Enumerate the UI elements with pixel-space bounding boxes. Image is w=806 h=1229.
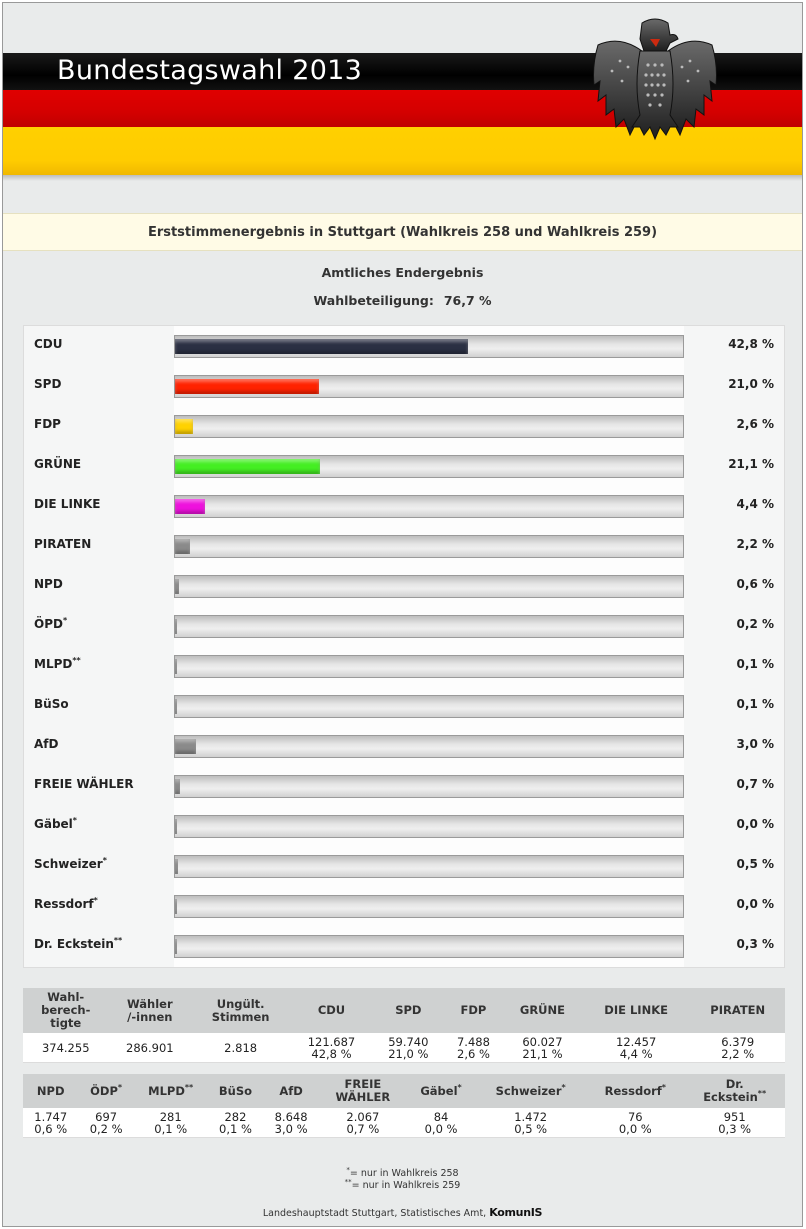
turnout-line [3,293,802,308]
table-row [23,1108,785,1138]
column-header: FREIE WÄHLER [319,1074,407,1108]
table-cell: 2.818 [191,1033,290,1063]
bar-value-label: 0,3 % [736,937,774,951]
bar-value-label: 0,7 % [736,777,774,791]
chart-row-fdp [24,406,784,446]
bar-label: SPD [34,377,62,391]
bar-label: Dr. Eckstein** [34,936,123,951]
chart-row-npd [24,566,784,606]
footnote-marker: ** [344,1177,352,1186]
bar-mlpd [175,659,177,674]
bar-value-label: 0,0 % [736,897,774,911]
column-header: DIE LINKE [582,988,691,1033]
footnote-marker: ** [113,936,123,945]
chart-row-schweizer [24,846,784,886]
turnout-label: Wahlbeteiligung: [313,293,434,308]
column-header: MLPD** [134,1074,208,1108]
bar-track [174,575,684,598]
table-header-row [23,1074,785,1108]
bar-track [174,655,684,678]
chart-row-mlpd [24,646,784,686]
chart-row-afd [24,726,784,766]
footnote-marker: ** [72,656,81,665]
bar-npd [175,579,179,594]
column-header: AfD [263,1074,318,1108]
chart-row-die-linke [24,486,784,526]
result-title: Amtliches Endergebnis [321,265,484,280]
election-banner [3,3,802,181]
bar-value-label: 0,1 % [736,657,774,671]
footnote-marker: * [661,1082,666,1092]
bar-value-label: 0,6 % [736,577,774,591]
table-cell: 1.472 0,5 % [475,1108,586,1138]
table-cell: 951 0,3 % [684,1108,785,1138]
bar-label: Gäbel* [34,816,77,831]
bar-track [174,615,684,638]
column-header: FDP [444,988,503,1033]
komunis-logo: KomunIS [489,1206,543,1219]
bar-track [174,775,684,798]
footnote-line: **= nur in Wahlkreis 259 [344,1177,461,1191]
table-cell: 121.687 42,8 % [290,1033,373,1063]
bar-grüne [175,459,320,474]
footnotes [3,1165,802,1192]
chart-row-öpd [24,606,784,646]
table-cell: 282 0,1 % [208,1108,264,1138]
bar-label: NPD [34,577,63,591]
column-header: Ressdorf* [586,1074,684,1108]
column-header: SPD [373,988,444,1033]
bar-value-label: 0,0 % [736,817,774,831]
column-header: Wahl- berech- tigte [23,988,108,1033]
bar-track [174,935,684,958]
table-header-row [23,988,785,1033]
bar-label: FDP [34,417,61,431]
table-cell: 374.255 [23,1033,108,1063]
footnote-marker: * [102,856,107,865]
footnote-marker: * [62,616,68,625]
turnout-value: 76,7 % [443,293,492,308]
table-cell: 84 0,0 % [407,1108,475,1138]
bar-öpd [175,619,177,634]
table-cell: 281 0,1 % [134,1108,208,1138]
footnote-marker: * [72,816,77,825]
first-vote-bar-chart [23,325,785,968]
bar-track [174,495,684,518]
source-credit [3,1206,802,1219]
bar-track [174,895,684,918]
column-header: BüSo [208,1074,264,1108]
page-subtitle: Erststimmenergebnis in Stuttgart (Wahlkreis 258 und Wahlkreis 259) [3,213,802,251]
bar-track [174,735,684,758]
footnote-marker: * [346,1165,350,1174]
bar-label: AfD [34,737,59,751]
bar-value-label: 0,2 % [736,617,774,631]
bar-track [174,855,684,878]
bar-afd [175,739,196,754]
bar-label: CDU [34,337,63,351]
column-header: ÖDP* [78,1074,133,1108]
footnote-marker: * [457,1082,462,1092]
bar-dr-eckstein [175,939,177,954]
bar-track [174,695,684,718]
bar-value-label: 2,6 % [736,417,774,431]
chart-row-dr-eckstein [24,926,784,966]
chart-row-freie-wähler [24,766,784,806]
chart-row-spd [24,366,784,406]
footnote-marker: ** [184,1082,194,1092]
table-cell: 1.747 0,6 % [23,1108,78,1138]
column-header: Schweizer* [475,1074,586,1108]
chart-row-gäbel [24,806,784,846]
bar-fdp [175,419,193,434]
bar-büso [175,699,177,714]
federal-eagle-icon [590,15,720,167]
bar-label: GRÜNE [34,457,82,471]
table-cell: 12.457 4,4 % [582,1033,691,1063]
bar-track [174,815,684,838]
bar-value-label: 0,5 % [736,857,774,871]
table-cell: 286.901 [108,1033,191,1063]
bar-label: PIRATEN [34,537,92,551]
bar-value-label: 2,2 % [736,537,774,551]
bar-gäbel [175,819,177,834]
bar-value-label: 0,1 % [736,697,774,711]
table-cell: 8.648 3,0 % [263,1108,318,1138]
bar-piraten [175,539,190,554]
footnote-marker: * [93,896,98,905]
bar-value-label: 42,8 % [728,337,774,351]
summary-table-2 [23,1074,785,1138]
bar-value-label: 3,0 % [736,737,774,751]
bar-freie-wähler [175,779,180,794]
chart-row-büso [24,686,784,726]
bar-spd [175,379,319,394]
footnote-marker: * [117,1082,123,1092]
table-cell: 60.027 21,1 % [503,1033,582,1063]
column-header: Dr. Eckstein** [684,1074,785,1108]
bar-track [174,335,684,358]
column-header: GRÜNE [503,988,582,1033]
bar-label: FREIE WÄHLER [34,777,134,791]
column-header: PIRATEN [690,988,785,1033]
bar-value-label: 21,0 % [728,377,774,391]
bar-label: Ressdorf* [34,896,98,911]
table-row [23,1033,785,1063]
bar-label: MLPD** [34,656,81,671]
bar-schweizer [175,859,178,874]
table-cell: 2.067 0,7 % [319,1108,407,1138]
credit-text: Landeshauptstadt Stuttgart, Statistisches Amt, [262,1208,487,1219]
bar-label: ÖPD* [34,616,68,631]
bar-track [174,415,684,438]
chart-row-cdu [24,326,784,366]
banner-title: Bundestagswahl 2013 [57,55,363,86]
bar-label: BüSo [34,697,69,711]
column-header: Wähler /-innen [108,988,191,1033]
summary-table-1 [23,988,785,1063]
table-cell: 6.379 2,2 % [690,1033,785,1063]
bar-label: Schweizer* [34,856,107,871]
bar-value-label: 4,4 % [736,497,774,511]
bar-label: DIE LINKE [34,497,101,511]
column-header: CDU [290,988,373,1033]
table-cell: 59.740 21,0 % [373,1033,444,1063]
chart-row-piraten [24,526,784,566]
column-header: NPD [23,1074,78,1108]
chart-row-grüne [24,446,784,486]
footnote-marker: * [561,1082,566,1092]
bar-die-linke [175,499,205,514]
column-header: Ungült. Stimmen [191,988,290,1033]
bar-cdu [175,339,468,354]
table-cell: 7.488 2,6 % [444,1033,503,1063]
bar-track [174,455,684,478]
table-cell: 76 0,0 % [586,1108,684,1138]
column-header: Gäbel* [407,1074,475,1108]
bar-track [174,375,684,398]
page-frame [2,2,803,1227]
table-cell: 697 0,2 % [78,1108,133,1138]
bar-value-label: 21,1 % [728,457,774,471]
chart-row-ressdorf [24,886,784,926]
bar-track [174,535,684,558]
footnote-marker: ** [757,1089,767,1099]
bar-ressdorf [175,899,177,914]
footnote-line: *= nur in Wahlkreis 258 [346,1165,459,1179]
